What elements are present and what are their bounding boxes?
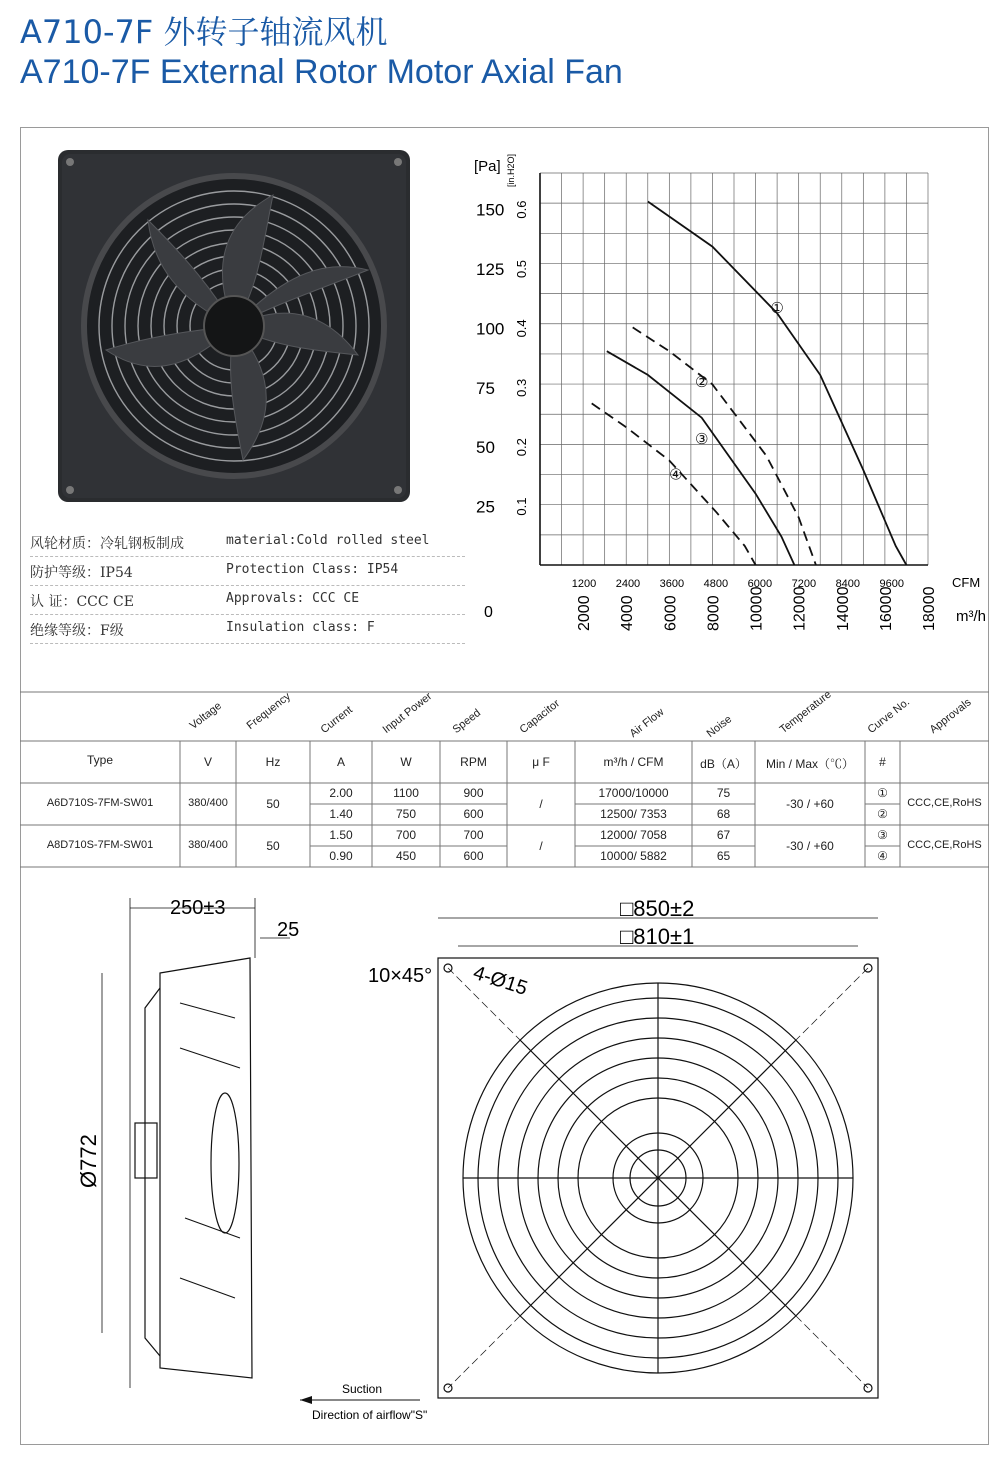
dim-chamfer: 10×45° bbox=[368, 965, 433, 987]
zero-label: 0 bbox=[484, 604, 493, 621]
curve-label-3: ③ bbox=[694, 429, 709, 448]
y-tick-pa: 25 bbox=[476, 497, 495, 517]
y-tick-inh2o: 0.6 bbox=[514, 200, 529, 219]
series-curve-4 bbox=[592, 403, 756, 565]
unit-v: V bbox=[203, 755, 212, 769]
spec-en: Protection Class: IP54 bbox=[226, 562, 399, 577]
x-unit-cfm: CFM bbox=[952, 575, 981, 590]
unit-type: Type bbox=[86, 753, 113, 767]
row1-power-a: 1100 bbox=[393, 786, 419, 800]
dim-holes: 4-Ø15 bbox=[470, 961, 531, 1000]
y-tick-pa: 100 bbox=[476, 319, 505, 339]
fan-photo-icon bbox=[58, 150, 410, 502]
x-unit-m3h: m³/h bbox=[956, 608, 986, 625]
hdr-current: Current bbox=[318, 703, 355, 736]
spec-cn: 风轮材质：冷轧钢板制成 bbox=[30, 536, 184, 552]
row1-flow-b: 12500/ 7353 bbox=[600, 807, 667, 821]
row1-temp: -30 / +60 bbox=[786, 797, 834, 811]
unit-temp: Min / Max（℃） bbox=[765, 757, 854, 771]
fan-photo bbox=[58, 150, 410, 502]
spec-cn: 认 证：CCC CE bbox=[30, 594, 134, 610]
hdr-speed: Speed bbox=[450, 706, 484, 736]
row1-curve-b: ② bbox=[877, 807, 888, 821]
unit-a: A bbox=[336, 755, 345, 769]
x-tick-m3h: 2000 bbox=[576, 595, 594, 631]
x-tick-cfm: 1200 bbox=[571, 578, 597, 590]
row1-cap: / bbox=[539, 797, 543, 811]
row1-flow-a: 17000/10000 bbox=[598, 786, 669, 800]
row2-current-b: 0.90 bbox=[329, 849, 353, 863]
spec-row-protection bbox=[30, 557, 465, 586]
curve-label-1: ① bbox=[770, 299, 784, 318]
row2-speed-b: 600 bbox=[463, 849, 484, 863]
row1-noise-a: 75 bbox=[716, 786, 731, 800]
x-tick-m3h: 6000 bbox=[662, 595, 680, 631]
x-tick-cfm: 8400 bbox=[835, 578, 861, 590]
row2-cap: / bbox=[539, 839, 543, 853]
row2-noise-b: 65 bbox=[716, 849, 731, 863]
hdr-approvals: Approvals bbox=[927, 696, 974, 736]
row2-type: A8D710S-7FM-SW01 bbox=[46, 839, 154, 851]
row2-temp: -30 / +60 bbox=[786, 839, 834, 853]
row2-freq: 50 bbox=[266, 839, 280, 853]
row1-current-b: 1.40 bbox=[329, 807, 353, 821]
x-tick-m3h: 12000 bbox=[791, 586, 809, 631]
unit-w: W bbox=[400, 755, 412, 769]
row2-speed-a: 700 bbox=[463, 828, 484, 842]
row1-power-b: 750 bbox=[395, 807, 417, 821]
hdr-noise: Noise bbox=[704, 713, 735, 740]
unit-rpm: RPM bbox=[460, 755, 487, 769]
y-tick-pa: 125 bbox=[476, 260, 505, 280]
spec-row-insulation bbox=[30, 615, 465, 644]
row2-current-a: 1.50 bbox=[329, 828, 353, 842]
spec-en: Insulation class: F bbox=[226, 620, 375, 635]
x-tick-cfm: 7200 bbox=[791, 578, 817, 590]
curve-label-4: ④ bbox=[669, 465, 683, 484]
unit-curve: # bbox=[879, 755, 886, 769]
y-unit-inh2o: [in.H2O] bbox=[506, 153, 516, 187]
spec-en: Approvals: CCC CE bbox=[226, 591, 360, 606]
hdr-air-flow: Air Flow bbox=[627, 706, 667, 740]
row1-curve-a: ① bbox=[877, 786, 888, 800]
y-tick-pa: 75 bbox=[476, 378, 495, 398]
title-cn: A710-7F 外转子轴流风机 bbox=[20, 13, 388, 51]
hdr-voltage: Voltage bbox=[187, 699, 224, 732]
dimension-drawing bbox=[20, 878, 989, 1445]
row1-type: A6D710S-7FM-SW01 bbox=[46, 797, 154, 809]
x-tick-cfm: 4800 bbox=[703, 578, 729, 590]
curve-label-2: ② bbox=[694, 372, 709, 391]
dim-flange: 25 bbox=[277, 919, 300, 941]
spec-row-material bbox=[30, 528, 465, 557]
y-unit-pa: [Pa] bbox=[474, 158, 501, 175]
x-tick-m3h: 16000 bbox=[877, 586, 895, 631]
y-tick-pa: 150 bbox=[476, 200, 505, 220]
dim-diameter: Ø772 bbox=[76, 1134, 101, 1188]
row1-freq: 50 bbox=[266, 797, 280, 811]
x-tick-cfm: 6000 bbox=[747, 578, 773, 590]
spec-row-approvals bbox=[30, 586, 465, 615]
label-airflow: Direction of airflow"S" bbox=[312, 1408, 428, 1422]
unit-hz: Hz bbox=[265, 755, 281, 769]
hdr-input-power: Input Power bbox=[380, 690, 435, 736]
dim-inner: □810±1 bbox=[620, 924, 695, 949]
row2-power-a: 700 bbox=[395, 828, 417, 842]
row1-approvals: CCC,CE,RoHS bbox=[907, 797, 982, 809]
unit-db: dB（A） bbox=[700, 757, 747, 771]
y-tick-inh2o: 0.3 bbox=[514, 378, 529, 397]
hdr-capacitor: Capacitor bbox=[517, 697, 563, 736]
hdr-temperature: Temperature bbox=[777, 688, 834, 736]
row1-noise-b: 68 bbox=[716, 807, 731, 821]
row2-flow-b: 10000/ 5882 bbox=[600, 849, 667, 863]
dim-depth: 250±3 bbox=[170, 897, 226, 919]
x-tick-m3h: 8000 bbox=[705, 595, 723, 631]
unit-uf: μ F bbox=[532, 755, 550, 769]
series-curve-2 bbox=[633, 327, 816, 565]
row2-approvals: CCC,CE,RoHS bbox=[907, 839, 982, 851]
row2-curve-b: ④ bbox=[877, 849, 888, 863]
row2-power-b: 450 bbox=[395, 849, 417, 863]
row1-voltage: 380/400 bbox=[188, 797, 228, 809]
row2-voltage: 380/400 bbox=[188, 839, 228, 851]
x-tick-m3h: 10000 bbox=[748, 586, 766, 631]
row1-current-a: 2.00 bbox=[329, 786, 353, 800]
performance-chart bbox=[470, 145, 990, 645]
spec-cn: 绝缘等级：F级 bbox=[30, 623, 124, 639]
x-tick-m3h: 14000 bbox=[834, 586, 852, 631]
row2-flow-a: 12000/ 7058 bbox=[600, 828, 667, 842]
hdr-curve-no: Curve No. bbox=[865, 696, 913, 736]
y-tick-inh2o: 0.1 bbox=[514, 497, 529, 516]
x-tick-cfm: 2400 bbox=[615, 578, 641, 590]
dim-outer: □850±2 bbox=[620, 896, 695, 921]
row2-noise-a: 67 bbox=[716, 828, 731, 842]
y-tick-inh2o: 0.5 bbox=[514, 259, 529, 279]
row1-speed-a: 900 bbox=[463, 786, 484, 800]
row2-curve-a: ③ bbox=[877, 828, 888, 842]
title-en: A710-7F External Rotor Motor Axial Fan bbox=[20, 53, 623, 91]
y-tick-pa: 50 bbox=[476, 438, 495, 458]
y-tick-inh2o: 0.4 bbox=[514, 319, 529, 338]
spec-list bbox=[30, 528, 465, 644]
spec-table bbox=[20, 690, 989, 870]
label-suction: Suction bbox=[342, 1382, 383, 1396]
spec-en: material:Cold rolled steel bbox=[226, 533, 430, 548]
y-tick-inh2o: 0.2 bbox=[514, 438, 529, 457]
spec-cn: 防护等级：IP54 bbox=[30, 565, 133, 581]
x-tick-cfm: 3600 bbox=[659, 578, 685, 590]
side-view bbox=[102, 898, 290, 1388]
x-tick-m3h: 18000 bbox=[921, 586, 938, 631]
hdr-frequency: Frequency bbox=[244, 690, 293, 732]
x-tick-m3h: 4000 bbox=[619, 595, 637, 631]
unit-flow: m³/h / CFM bbox=[603, 755, 664, 769]
x-tick-cfm: 9600 bbox=[879, 578, 905, 590]
row1-speed-b: 600 bbox=[463, 807, 484, 821]
